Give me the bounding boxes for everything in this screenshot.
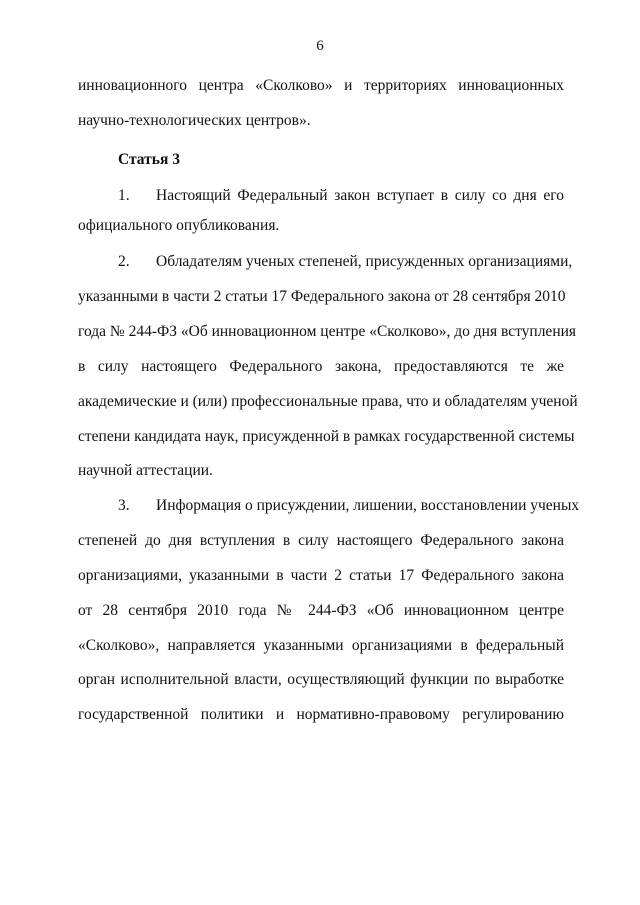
paragraph-3-first-line [118,496,580,516]
text-line: орган исполнительной власти, осуществляющий функции по выработке [78,671,564,688]
text-line: Настоящий Федеральный закон вступает в силу со дня его [156,187,564,204]
text-line: организациями, указанными в части 2 статьи 17 Федерального закона [78,567,564,584]
text-line: государственной политики и нормативно-правовому регулированию [78,706,564,723]
text-line: степеней до дня вступления в силу настоящего Федерального закона [78,532,564,549]
text-line: инновационного центра «Сколково» и территориях инновационных [78,77,564,94]
paragraph-number: 2. [118,253,130,270]
page-number: 6 [316,38,324,54]
text-line: научно-технологических центров». [78,112,311,129]
text-line: года № 244-ФЗ «Об инновационном центре «Сколково», до дня вступления [78,323,577,340]
text-line: от 28 сентября 2010 года № 244-ФЗ «Об инновационном центре [78,602,564,619]
text-line: академические и (или) профессиональные права, что и обладателям ученой [78,393,578,410]
text-line: указанными в части 2 статьи 17 Федерального закона от 28 сентября 2010 [78,288,566,305]
text-line: степени кандидата наук, присужденной в рамках государственной системы [78,428,575,445]
paragraph-number: 1. [118,187,130,204]
text-line: в силу настоящего Федерального закона, предоставляются те же [78,358,564,375]
text-line: «Сколково», направляется указанными организациями в федеральный [78,637,564,654]
text-line: научной аттестации. [78,462,213,479]
paragraph-number: 3. [118,497,130,514]
article-heading: Статья 3 [118,151,180,168]
paragraph-1-first-line [118,186,564,206]
text-line: Обладателям ученых степеней, присужденных организациями, [156,253,573,270]
paragraph-2-first-line [118,252,573,272]
text-line: Информация о присуждении, лишении, восстановлении ученых [156,497,580,514]
text-line: официального опубликования. [78,217,280,234]
